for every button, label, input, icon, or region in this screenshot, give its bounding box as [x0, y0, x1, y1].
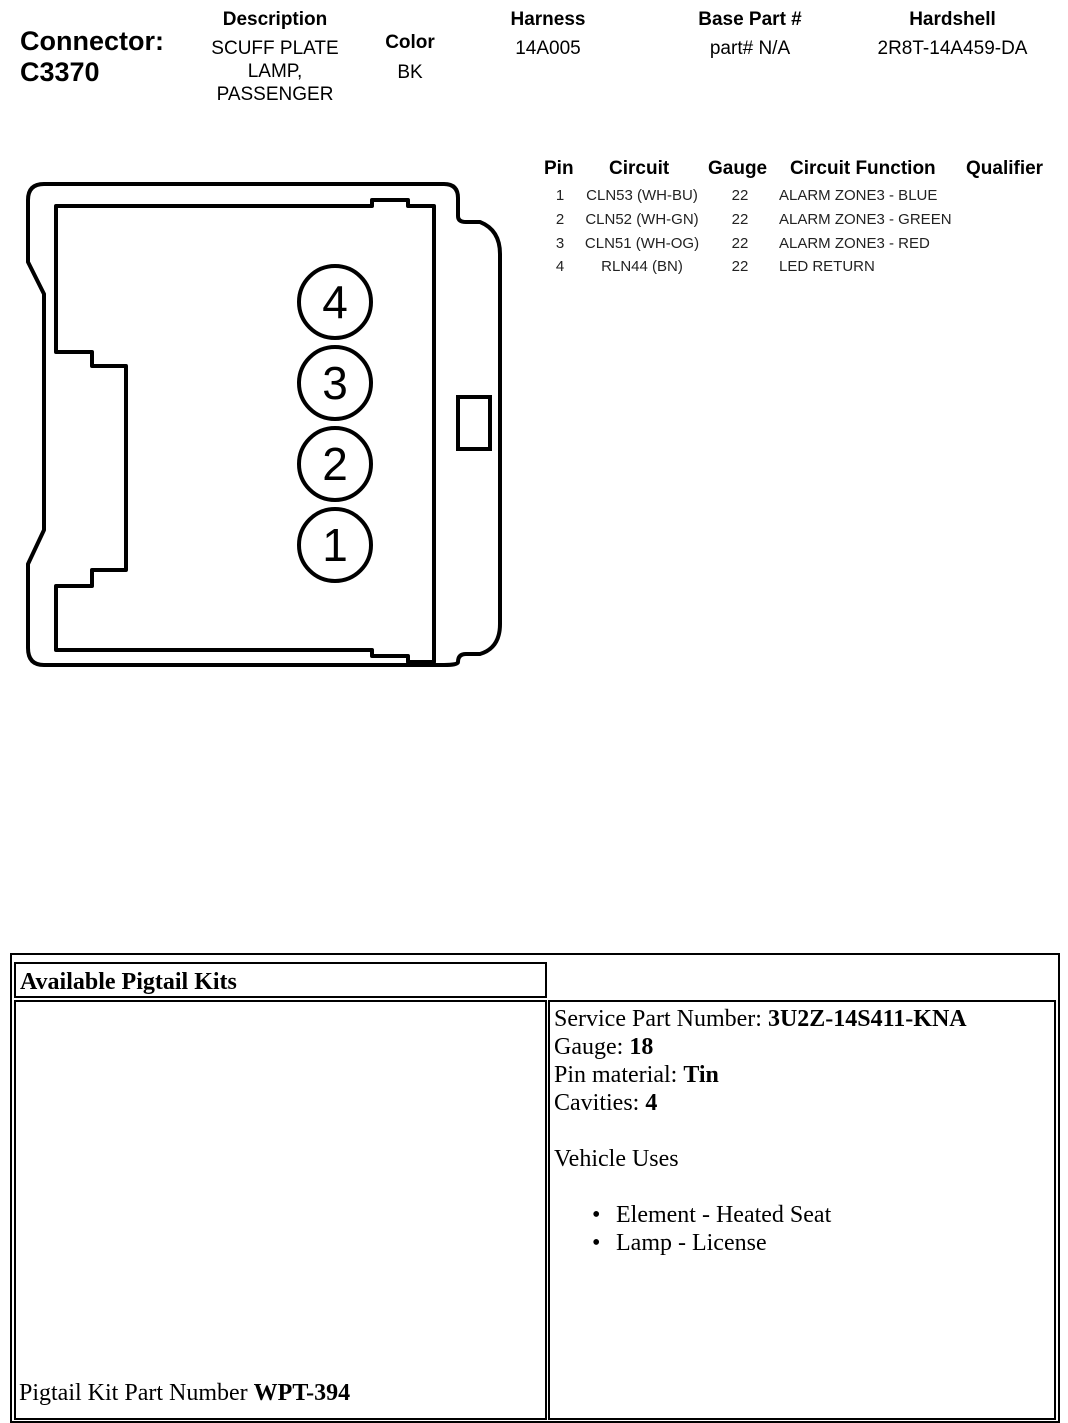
pigtail-details-cell: [548, 1000, 1056, 1420]
list-item: [554, 1201, 1050, 1229]
col-header-qualifier: Qualifier: [966, 158, 1044, 179]
cell-circuit: RLN44 (BN): [601, 258, 683, 275]
description-label: Description: [222, 9, 328, 30]
color-value: BK: [397, 62, 423, 83]
hardshell-label: Hardshell: [909, 9, 996, 30]
cavities-value: 4: [645, 1090, 658, 1116]
kit-part-label: Pigtail Kit Part Number: [19, 1380, 254, 1406]
cell-function: LED RETURN: [779, 258, 875, 275]
pin-4-label: 4: [322, 276, 348, 328]
connector-housing-outline: [28, 184, 500, 665]
cell-pin: 2: [555, 211, 565, 228]
pigtail-kit-part: [19, 1379, 350, 1407]
list-item: [554, 1229, 1050, 1257]
pin-1: [299, 509, 371, 581]
connector-label: Connector:: [20, 26, 164, 56]
color-label: Color: [385, 32, 435, 53]
description-line: SCUFF PLATE: [211, 38, 339, 59]
col-header-gauge: Gauge: [708, 158, 768, 179]
cell-gauge: 22: [731, 235, 749, 252]
cell-function: ALARM ZONE3 - RED: [779, 235, 930, 252]
kit-part-value: WPT-394: [253, 1380, 351, 1406]
pin-3: [299, 347, 371, 419]
service-part-label: Service Part Number:: [554, 1006, 768, 1032]
base-part-label: Base Part #: [698, 9, 802, 30]
hardshell-column: [850, 9, 1055, 60]
cell-gauge: 22: [731, 258, 749, 275]
harness-value: 14A005: [515, 38, 581, 59]
color-column: [370, 32, 450, 84]
cell-pin: 4: [555, 258, 565, 275]
table-row: [540, 211, 1060, 233]
col-header-function: Circuit Function: [790, 158, 936, 179]
cell-gauge: 22: [731, 211, 749, 228]
connector-title: [20, 26, 164, 88]
pigtail-title: Available Pigtail Kits: [20, 969, 237, 995]
pin-4: [299, 266, 371, 338]
pin-3-label: 3: [322, 357, 348, 409]
cell-pin: 1: [555, 187, 565, 204]
connector-inner-outline: [56, 200, 434, 662]
gauge-value: 18: [629, 1034, 654, 1060]
bullet-icon: •: [592, 1202, 601, 1228]
col-header-circuit: Circuit: [609, 158, 670, 179]
service-part-line: [554, 1005, 1050, 1033]
service-part-value: 3U2Z-14S411-KNA: [767, 1006, 967, 1032]
cell-function: ALARM ZONE3 - BLUE: [779, 187, 938, 204]
cell-pin: 3: [555, 235, 565, 252]
cell-circuit: CLN51 (WH-OG): [584, 235, 700, 252]
pigtail-image-cell: [14, 1000, 547, 1420]
vehicle-uses-list: [554, 1201, 1050, 1257]
bullet-icon: •: [592, 1230, 601, 1256]
pin-2: [299, 428, 371, 500]
base-part-column: [660, 9, 840, 60]
cell-circuit: CLN53 (WH-BU): [586, 187, 698, 204]
connector-id: C3370: [20, 57, 100, 87]
gauge-label: Gauge:: [554, 1034, 630, 1060]
description-line: LAMP,: [247, 61, 303, 82]
pin-material-value: Tin: [683, 1062, 719, 1088]
pin-1-label: 1: [322, 519, 348, 571]
pigtail-title-cell: [14, 962, 547, 998]
table-row: [540, 235, 1060, 257]
pin-table: [540, 158, 1060, 288]
vehicle-use-text: Element - Heated Seat: [616, 1202, 832, 1228]
harness-column: [478, 9, 618, 60]
table-row: [540, 187, 1060, 209]
pin-material-label: Pin material:: [554, 1062, 684, 1088]
cell-gauge: 22: [731, 187, 749, 204]
connector-latch: [458, 397, 490, 449]
cell-function: ALARM ZONE3 - GREEN: [779, 211, 952, 228]
harness-label: Harness: [510, 9, 586, 30]
pin-material-line: [554, 1061, 1050, 1089]
vehicle-use-text: Lamp - License: [616, 1230, 767, 1256]
connector-face-diagram: [0, 170, 520, 680]
table-row: [540, 258, 1060, 280]
col-header-pin: Pin: [544, 158, 574, 179]
description-column: [185, 9, 365, 106]
cavities-line: [554, 1089, 1050, 1117]
hardshell-value: 2R8T-14A459-DA: [877, 38, 1028, 59]
cell-circuit: CLN52 (WH-GN): [585, 211, 699, 228]
cavities-label: Cavities:: [554, 1090, 646, 1116]
description-line: PASSENGER: [216, 84, 334, 105]
vehicle-uses-heading: Vehicle Uses: [554, 1146, 679, 1172]
base-part-value: part# N/A: [709, 38, 791, 59]
pin-2-label: 2: [322, 438, 348, 490]
gauge-line: [554, 1033, 1050, 1061]
